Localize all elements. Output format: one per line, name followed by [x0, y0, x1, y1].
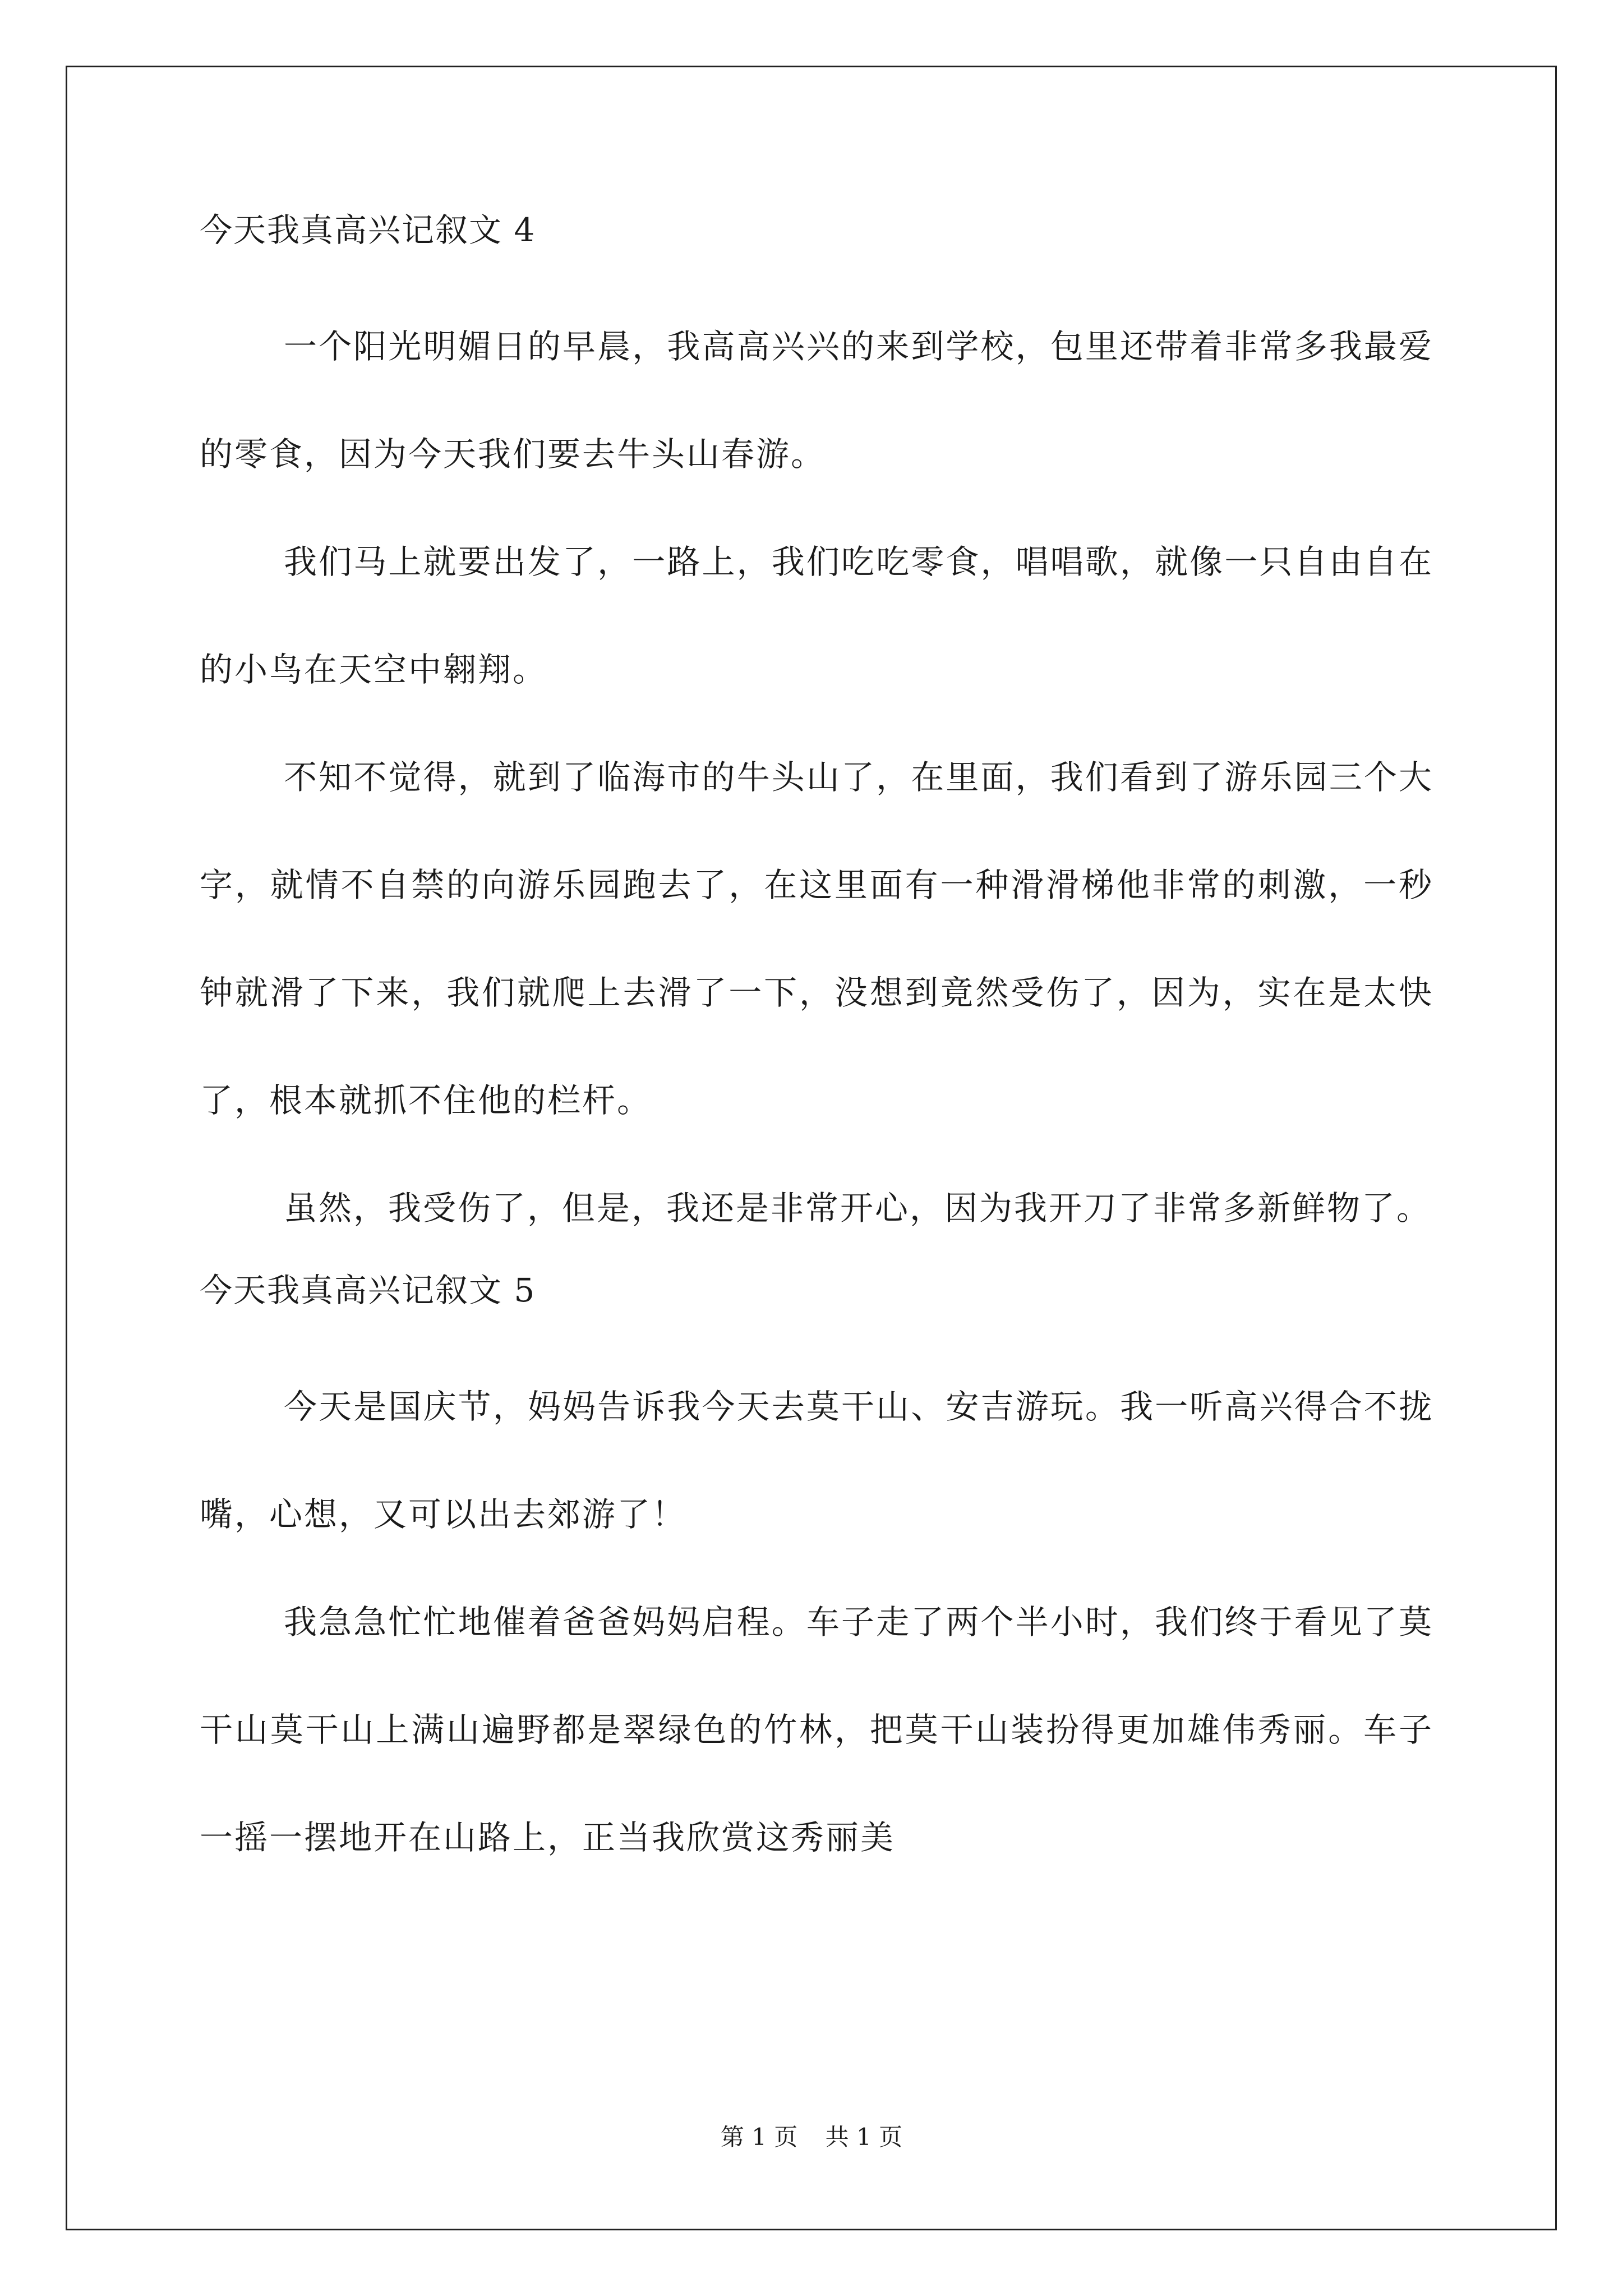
paragraph: 不知不觉得，就到了临海市的牛头山了，在里面，我们看到了游乐园三个大字，就情不自禁的向游乐园跑去了，在这里面有一种滑滑梯他非常的刺激，一秒钟就滑了下来，我们就爬上去滑了一下，没想到竟然受伤了，因为，实在是太快了，根本就抓不住他的栏杆。 — [200, 758, 1433, 1120]
page-number-current: 第 1 页 — [720, 2123, 798, 2151]
paragraph: 一个阳光明媚日的早晨，我高高兴兴的来到学校，包里还带着非常多我最爱的零食，因为今天我们要去牛头山春游。 — [200, 327, 1433, 473]
paragraph: 今天是国庆节，妈妈告诉我今天去莫干山、安吉游玩。我一听高兴得合不拢嘴，心想，又可以出去郊游了！ — [200, 1387, 1433, 1534]
page-footer — [0, 2120, 1623, 2154]
paragraph: 我急急忙忙地催着爸爸妈妈启程。车子走了两个半小时，我们终于看见了莫干山莫干山上满山遍野都是翠绿色的竹林，把莫干山装扮得更加雄伟秀丽。车子一摇一摆地开在山路上，正当我欣赏这秀丽美 — [200, 1603, 1433, 1857]
section-5 — [200, 1262, 1433, 1892]
document-body — [200, 202, 1433, 1892]
paragraph: 虽然，我受伤了，但是，我还是非常开心，因为我开刀了非常多新鲜物了。 — [284, 1189, 1432, 1227]
page-number-total: 共 1 页 — [825, 2123, 903, 2151]
section-title: 今天我真高兴记叙文 4 — [200, 211, 536, 249]
section-title: 今天我真高兴记叙文 5 — [200, 1271, 536, 1309]
section-4 — [200, 202, 1433, 1262]
paragraph: 我们马上就要出发了，一路上，我们吃吃零食，唱唱歌，就像一只自由自在的小鸟在天空中翱翔。 — [200, 542, 1433, 689]
